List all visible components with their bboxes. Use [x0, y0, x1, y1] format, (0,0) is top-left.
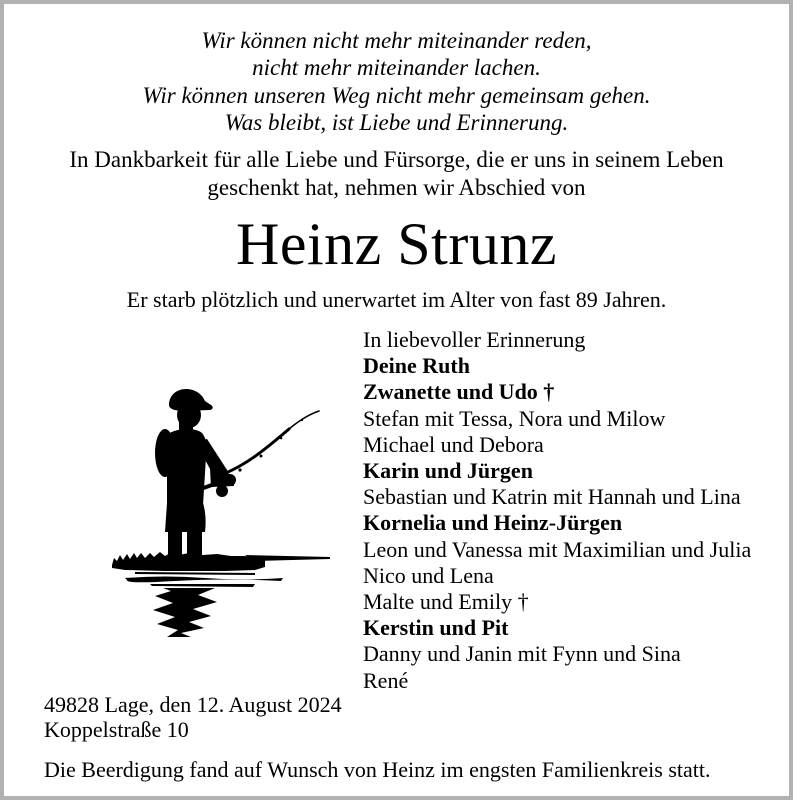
mourner-line: René	[363, 667, 409, 693]
mourner-line: Deine Ruth	[363, 353, 470, 379]
poem-line: nicht mehr miteinander lachen.	[252, 55, 541, 81]
mourner-line: Stefan mit Tessa, Nora und Milow	[363, 405, 666, 431]
mourner-line: Michael und Debora	[363, 431, 544, 457]
poem-line: Wir können unseren Weg nicht mehr gemeinsam gehen.	[142, 82, 651, 108]
mourner-line: Karin und Jürgen	[363, 458, 533, 484]
intro-line: In Dankbarkeit für alle Liebe und Fürsorge, die er uns in seinem Leben	[69, 147, 724, 172]
intro-line: geschenkt hat, nehmen wir Abschied von	[207, 174, 586, 200]
address: Koppelstraße 10	[44, 717, 189, 742]
mourner-line: Sebastian und Katrin mit Hannah und Lina	[363, 484, 741, 510]
deceased-name: Heinz Strunz	[236, 211, 557, 277]
mourner-line: Kerstin und Pit	[363, 615, 509, 641]
mourner-line: Leon und Vanessa mit Maximilian und Julia	[363, 536, 752, 562]
fisherman-silhouette-image	[105, 383, 340, 638]
death-note: Er starb plötzlich und unerwartet im Alter von fast 89 Jahren.	[126, 287, 667, 312]
poem-line: Was bleibt, ist Liebe und Erinnerung.	[224, 110, 569, 136]
mourner-line: Danny und Janin mit Fynn und Sina	[363, 641, 681, 667]
place-and-date: 49828 Lage, den 12. August 2024	[44, 692, 342, 717]
mourner-line: Malte und Emily †	[363, 589, 529, 615]
mourner-line: Nico und Lena	[363, 562, 494, 588]
mourners-intro: In liebevoller Erinnerung	[363, 327, 586, 352]
memorial-poem	[0, 27, 793, 137]
funeral-note: Die Beerdigung fand auf Wunsch von Heinz im engsten Familienkreis statt.	[44, 757, 711, 782]
mourners-list	[363, 327, 751, 694]
poem-line: Wir können nicht mehr miteinander reden,	[201, 28, 592, 53]
intro-text	[0, 146, 793, 201]
mourner-line: Kornelia und Heinz-Jürgen	[363, 510, 623, 536]
mourner-line: Zwanette und Udo †	[363, 379, 555, 405]
